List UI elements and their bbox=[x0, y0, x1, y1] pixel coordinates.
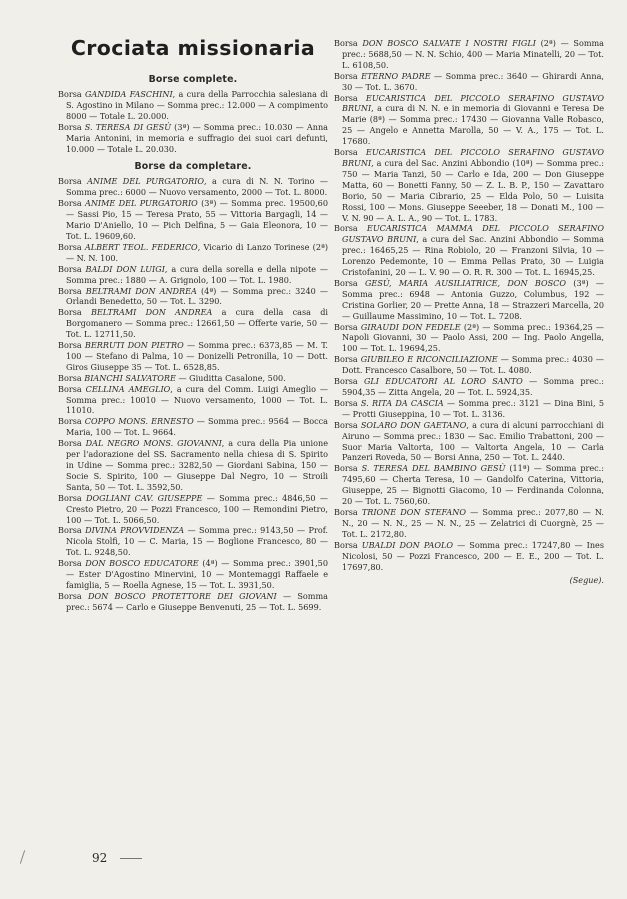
donation-entry bbox=[334, 507, 604, 540]
donation-entry bbox=[58, 89, 328, 122]
donation-entry bbox=[58, 591, 328, 613]
entry-prefix: Borsa bbox=[58, 340, 85, 351]
right-column bbox=[334, 38, 604, 585]
page-title: Crociata missionaria bbox=[70, 36, 316, 60]
entry-prefix: Borsa bbox=[334, 38, 363, 48]
complete-list bbox=[58, 89, 328, 154]
entry-prefix: Borsa bbox=[334, 277, 365, 288]
entry-prefix: Borsa bbox=[334, 539, 362, 550]
donation-entry bbox=[58, 286, 328, 308]
entry-prefix: Borsa bbox=[334, 147, 366, 158]
donation-entry bbox=[58, 264, 328, 286]
entry-text: , a cura della Parrocchia salesiana di S. Agostino in Milano — Somma prec.: 12.000 — A compimento 8000 — Totale L. 20.000. bbox=[66, 89, 328, 121]
entry-text: — Somma prec.: 9143,50 — Prof. Nicola Stolfi, 10 — C. Maria, 15 — Boglione Francesco, 80 — Tot. L. 9248,50. bbox=[66, 525, 328, 558]
entry-prefix: Borsa bbox=[58, 492, 87, 503]
entry-name: DON BOSCO PROTETTORE DEI GIOVANI bbox=[87, 590, 277, 601]
entry-name: ANIME DEL PURGATORIO bbox=[87, 176, 205, 187]
entry-name: DON BOSCO SALVATE I NOSTRI FIGLI bbox=[362, 38, 536, 48]
donation-entry bbox=[58, 340, 328, 373]
entry-name: BIANCHI SALVATORE bbox=[84, 372, 176, 383]
donation-entry bbox=[334, 376, 604, 398]
donation-entry bbox=[58, 384, 328, 417]
entry-prefix: Borsa bbox=[58, 307, 91, 318]
margin-mark bbox=[20, 850, 25, 864]
entry-name: S. TERESA DI GESÙ bbox=[84, 121, 172, 132]
entry-prefix: Borsa bbox=[58, 383, 86, 394]
donation-entry bbox=[334, 38, 604, 71]
entry-prefix: Borsa bbox=[334, 223, 367, 234]
left-column bbox=[58, 36, 328, 613]
entry-text: , Vicario di Lanzo Torinese (2ª) — N. N. 100. bbox=[66, 241, 328, 263]
donation-entry bbox=[58, 198, 328, 242]
donation-entry bbox=[334, 71, 604, 93]
donation-entry bbox=[58, 438, 328, 493]
entry-name: UBALDI DON PAOLO bbox=[361, 539, 454, 550]
entry-name: ANIME DEL PURGATORIO bbox=[85, 198, 198, 209]
entry-text: — Somma prec.: 3640 — Ghirardi Anna, 30 — Tot. L. 3670. bbox=[342, 70, 604, 92]
section-heading-to-complete: Borse da completare. bbox=[134, 161, 252, 173]
entry-text: , a cura di alcuni parrocchiani di Airuno — Somma prec.: 1830 — Sac. Emilio Trabattoni, 200 — Suor Maria Valtorta, 100 — Valtorta Angela, 10 — Carla Panzeri Roveda, 50 — Borsi Anna, 250 — Tot. L. 2440. bbox=[342, 419, 605, 463]
entry-prefix: Borsa bbox=[58, 89, 85, 99]
entry-name: GANDIDA FASCHINI bbox=[84, 89, 173, 99]
donation-entry bbox=[334, 147, 604, 223]
entry-prefix: Borsa bbox=[58, 121, 85, 132]
entry-text: a cura della casa di Borgomanero — Somma prec.: 12661,50 — Offerte varie, 50 — Tot. L. 12711,50. bbox=[66, 307, 328, 340]
donation-entry bbox=[58, 122, 328, 155]
entry-text: , a cura di N. N. Torino — Somma prec.: 6000 — Nuovo versamento, 2000 — Tot. L. 8000. bbox=[66, 176, 328, 198]
entry-prefix: Borsa bbox=[58, 372, 85, 383]
donation-entry bbox=[334, 398, 604, 420]
donation-entry bbox=[58, 242, 328, 264]
entry-prefix: Borsa bbox=[334, 70, 362, 81]
entry-name: GIUBILEO E RICONCILIAZIONE bbox=[360, 354, 498, 365]
entry-text: — Somma prec.: 9564 — Bocca Maria, 100 — Tot. L. 9664. bbox=[66, 416, 328, 438]
entry-text: (4ª) — Somma prec.: 3901,50 — Ester D'Agostino Minervini, 10 — Montemaggi Raffaele e famiglia, 5 — Roella Agnese, 15 — Tot. L. 3931,50. bbox=[66, 558, 328, 590]
entry-prefix: Borsa bbox=[58, 416, 85, 427]
entry-name: CELLINA AMEGLIO bbox=[85, 383, 171, 394]
entry-name: GIRAUDI DON FEDELE bbox=[360, 321, 461, 332]
donation-entry bbox=[334, 93, 604, 148]
to-complete-list bbox=[58, 176, 328, 612]
entry-text: — Somma prec.: 4846,50 — Cresto Pietro, 20 — Pozzi Francesco, 100 — Remondini Pietro, 100 — Tot. L. 5066,50. bbox=[66, 492, 328, 525]
donation-entry bbox=[334, 223, 604, 278]
entry-text: , a cura del Comm. Luigi Ameglio — Somma prec.: 10010 — Nuovo versamento, 1000 — Tot. L. 11010. bbox=[66, 383, 328, 416]
donation-entry bbox=[334, 322, 604, 355]
entry-name: ETERNO PADRE bbox=[361, 70, 431, 81]
entry-prefix: Borsa bbox=[334, 321, 361, 332]
entry-text: (3ª) — Somma prec.: 10.030 — Anna Maria Antonini, in memoria e suffragio dei suoi cari defunti, 10.000 — Totale L. 20.030. bbox=[66, 121, 328, 154]
entry-name: EUCARISTICA MAMMA DEL PICCOLO SERAFINO GUSTAVO BRUNI bbox=[342, 223, 604, 245]
donation-entry bbox=[334, 540, 604, 573]
entry-text: (2ª) — Somma prec.: 5688,50 — N. N. Schio, 400 — Maria Minatelli, 20 — Tot. L. 6108,50. bbox=[342, 38, 605, 70]
entry-text: — Somma prec.: 3121 — Dina Bini, 5 — Protti Giuseppina, 10 — Tot. L. 3136. bbox=[342, 397, 604, 419]
entry-name: EUCARISTICA DEL PICCOLO SERAFINO GUSTAVO BRUNI bbox=[342, 92, 604, 114]
entry-prefix: Borsa bbox=[58, 590, 88, 601]
entry-prefix: Borsa bbox=[334, 419, 361, 430]
entry-name: DIVINA PROVVIDENZA bbox=[85, 525, 185, 536]
donation-entry bbox=[58, 525, 328, 558]
donation-entry bbox=[334, 354, 604, 376]
entry-prefix: Borsa bbox=[334, 92, 366, 103]
entry-text: — Somma prec.: 17247,80 — Ines Nicolosi, 50 — Pozzi Francesco, 200 — E. E., 200 — Tot. L. 17697,80. bbox=[342, 539, 604, 572]
section-heading-complete: Borse complete. bbox=[148, 74, 238, 85]
entry-prefix: Borsa bbox=[334, 354, 361, 365]
entry-text: , a cura del Sac. Anzini Abbondio (10ª) — Somma prec.: 750 — Maria Tanzi, 50 — Carlo e Ida, 200 — Don Giuseppe Matta, 60 — Bonetti Fanny, 50 — Z. L. B. P., 150 — Zavattaro Borio, 50 — Maria Cibrario, 25 — Elda Polo, 50 — Luisita Rossi, 100 — Mons. Giuseppe Seeeber, 18 — Donati M., 100 — V. N. 90 — A. L. A., 90 — Tot. L. 1783. bbox=[342, 157, 604, 223]
entry-text: (3ª) — Somma prec. 19500,60 — Sassi Pio, 15 — Teresa Prato, 55 — Vittoria Bargagli, 14 — Mario D'Aniello, 10 — Pich Delfina, 5 — Gaia Eleonora, 10 — Tot. L. 19609,60. bbox=[66, 198, 328, 241]
entry-text: (2ª) — Somma prec.: 19364,25 — Napoli Giovanni, 30 — Paolo Assi, 200 — Ing. Paolo Angella, 100 — Tot. L. 19694,25. bbox=[342, 321, 604, 354]
entry-prefix: Borsa bbox=[58, 241, 85, 252]
entry-text: (11ª) — Somma prec.: 7495,60 — Cherta Teresa, 10 — Gandolfo Caterina, Vittoria, Giuseppe, 25 — Bignotti Giacomo, 10 — Ferdinanda Colonna, 20 — Tot. L. 7560,60. bbox=[342, 463, 604, 507]
entry-name: EUCARISTICA DEL PICCOLO SERAFINO GUSTAVO BRUNI bbox=[342, 147, 604, 168]
donation-entry bbox=[58, 416, 328, 438]
entry-name: GLI EDUCATORI AL LORO SANTO bbox=[363, 376, 523, 387]
entry-text: , a cura della Pia unione per l'adorazione del SS. Sacramento nella chiesa di S. Spirito in Udine — Somma prec.: 3282,50 — Giordani Sabina, 150 — Socie S. Spirito, 100 — Giuseppe Dal Negro, 10 — Stroili Santa, 50 — Tot. L. 3592,50. bbox=[66, 438, 328, 492]
entry-text: — Giuditta Casalone, 500. bbox=[175, 372, 286, 383]
donation-entry bbox=[58, 373, 328, 384]
entry-name: DON BOSCO EDUCATORE bbox=[85, 558, 199, 569]
entry-prefix: Borsa bbox=[334, 463, 362, 474]
folio-dash bbox=[120, 858, 142, 859]
entry-prefix: Borsa bbox=[58, 263, 86, 274]
entry-text: (4ª) — Somma prec.: 3240 — Orlandi Benedetto, 50 — Tot. L. 3290. bbox=[66, 285, 328, 307]
entry-name: S. TERESA DEL BAMBINO GESÙ bbox=[361, 463, 506, 474]
donation-entry bbox=[334, 278, 604, 322]
entry-name: COPPO MONS. ERNESTO bbox=[84, 416, 194, 427]
entry-prefix: Borsa bbox=[58, 525, 86, 536]
donation-entry bbox=[58, 176, 328, 198]
entry-prefix: Borsa bbox=[58, 558, 86, 569]
entry-name: S. RITA DA CASCIA bbox=[360, 397, 444, 408]
entry-text: — Somma prec.: 5904,35 — Zitta Angela, 20 — Tot. L. 5924,35. bbox=[342, 376, 605, 397]
page-number: 92 bbox=[92, 851, 108, 865]
entry-text: , a cura di N. N. e in memoria di Giovanni e Teresa De Marie (8ª) — Somma prec.: 17430 — Giovanna Valle Robasco, 25 — Angelo e Annetta Marolla, 50 — V. A., 175 — Tot. L. 17680. bbox=[342, 103, 604, 147]
entry-text: , a cura della sorella e della nipote — Somma prec.: 1880 — A. Grignolo, 100 — Tot. L. 1980. bbox=[66, 263, 328, 285]
entry-text: — Somma prec.: 5674 — Carlo e Giuseppe Benvenuti, 25 — Tot. L. 5699. bbox=[66, 590, 328, 612]
entry-text: , a cura del Sac. Anzini Abbondio — Somma prec.: 16465,25 — Rina Robiolo, 20 — Franzoni Silvia, 10 — Lorenzo Pedemonte, 10 — Emma Pellas Prato, 30 — Luigia Cristofanini, 20 — L. V. 90 — O. R. R. 300 — Tot. L. 16945,25. bbox=[342, 234, 604, 278]
donation-entry bbox=[334, 463, 604, 507]
entry-prefix: Borsa bbox=[334, 397, 361, 408]
entry-text: (3ª) — Somma prec.: 6948 — Antonia Guzzo, Columbus, 192 — Cristina Gorlier, 20 — Prette Anna, 18 — Strazzeri Marcella, 20 — Guillaume Massimino, 10 — Tot. L. 7208. bbox=[342, 277, 604, 321]
entry-text: — Somma prec.: 2077,80 — N. N., 20 — N. N., 25 — N. N., 25 — Zelatrici di Cuorgnè, 25 — Tot. L. 2172,80. bbox=[342, 506, 604, 539]
entry-text: — Somma prec.: 4030 — Dott. Francesco Casalbore, 50 — Tot. L. 4080. bbox=[342, 354, 604, 376]
entry-prefix: Borsa bbox=[58, 176, 88, 187]
continues-note: (Segue). bbox=[569, 575, 604, 586]
entry-prefix: Borsa bbox=[58, 198, 85, 209]
entry-name: BELTRAMI DON ANDREA bbox=[90, 307, 213, 318]
donation-entry bbox=[334, 420, 604, 464]
entry-name: DAL NEGRO MONS. GIOVANNI bbox=[85, 438, 222, 449]
donation-entry bbox=[58, 493, 328, 526]
entry-name: ALBERT TEOL. FEDERICO bbox=[84, 241, 198, 252]
entry-prefix: Borsa bbox=[334, 376, 364, 387]
entry-name: BALDI DON LUIGI bbox=[85, 263, 165, 274]
entry-prefix: Borsa bbox=[58, 285, 86, 296]
entry-prefix: Borsa bbox=[58, 438, 86, 449]
entry-name: SOLARO DON GAETANO bbox=[360, 419, 467, 430]
entry-name: BELTRAMI DON ANDREA bbox=[85, 285, 197, 296]
entry-name: BERRUTI DON PIETRO bbox=[84, 340, 184, 351]
entry-text: — Somma prec.: 6373,85 — M. T. 100 — Stefano di Palma, 10 — Donizelli Petronilla, 10 — Dott. Giros Giuseppe 35 — Tot. L. 6528,85. bbox=[66, 340, 328, 372]
right-list bbox=[334, 38, 604, 572]
donation-entry bbox=[58, 558, 328, 591]
entry-prefix: Borsa bbox=[334, 506, 362, 517]
donation-entry bbox=[58, 307, 328, 340]
entry-name: TRIONE DON STEFANO bbox=[361, 506, 466, 517]
entry-name: DOGLIANI CAV. GIUSEPPE bbox=[86, 492, 203, 503]
entry-name: GESÙ, MARIA AUSILIATRICE, DON BOSCO bbox=[364, 277, 567, 288]
